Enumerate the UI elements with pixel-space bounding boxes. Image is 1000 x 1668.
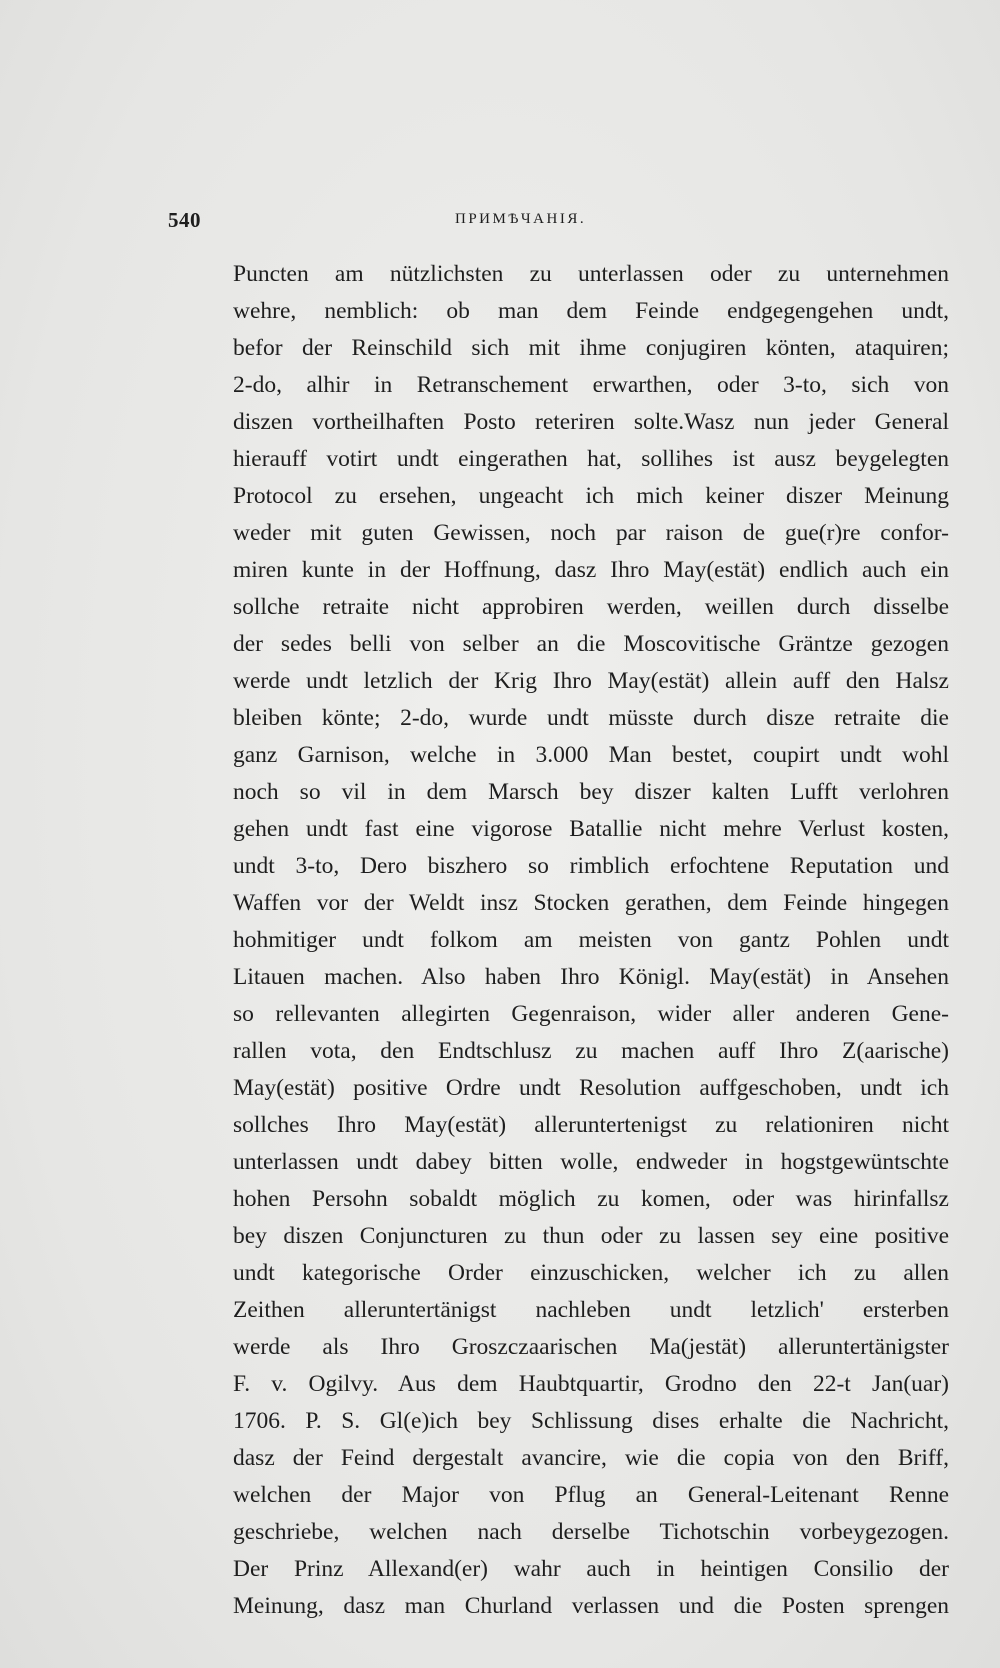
text-line: rallen vota, den Endtschlusz zu machen auff Ihro Z(aarische) [233, 1038, 949, 1064]
text-line: 2-do, alhir in Retranschement erwarthen, oder 3-to, sich von [233, 372, 949, 398]
text-line: Der Prinz Allexand(er) wahr auch in heintigen Consilio der [233, 1556, 949, 1582]
text-line: sollches Ihro May(estät) alleruntertenigst zu relationiren nicht [233, 1112, 949, 1138]
text-line: bey diszen Conjuncturen zu thun oder zu lassen sey eine positive [233, 1223, 949, 1249]
body-text [233, 256, 949, 1625]
text-line: undt kategorische Order einzuschicken, welcher ich zu allen [233, 1260, 949, 1286]
text-line: May(estät) positive Ordre undt Resolution auffgeschoben, undt ich [233, 1075, 949, 1101]
text-line: gehen undt fast eine vigorose Batallie nicht mehre Verlust kosten, [233, 816, 949, 842]
text-line: sollche retraite nicht approbiren werden, weillen durch disselbe [233, 594, 949, 620]
text-line: Puncten am nützlichsten zu unterlassen oder zu unternehmen [233, 261, 949, 287]
text-line: Waffen vor der Weldt insz Stocken gerathen, dem Feinde hingegen [233, 890, 949, 916]
text-line: Meinung, dasz man Churland verlassen und die Posten sprengen [233, 1593, 949, 1619]
text-line: hohen Persohn sobaldt möglich zu komen, oder was hirinfallsz [233, 1186, 949, 1212]
text-line: hohmitiger undt folkom am meisten von gantz Pohlen undt [233, 927, 949, 953]
text-line: bleiben könte; 2-do, wurde undt müsste durch disze retraite die [233, 705, 949, 731]
text-line: Litauen machen. Also haben Ihro Königl. May(estät) in Ansehen [233, 964, 949, 990]
text-line: der sedes belli von selber an die Moscovitische Gräntze gezogen [233, 631, 949, 657]
running-title: ПРИМѢЧАНІЯ. [455, 211, 587, 227]
text-line: welchen der Major von Pflug an General-Leitenant Renne [233, 1482, 949, 1508]
text-line: so rellevanten allegirten Gegenraison, wider aller anderen Gene- [233, 1001, 949, 1027]
text-line: befor der Reinschild sich mit ihme conjugiren könten, ataquiren; [233, 335, 949, 361]
text-line: dasz der Feind dergestalt avancire, wie die copia von den Briff, [233, 1445, 949, 1471]
page-number: 540 [168, 208, 201, 232]
text-line: geschriebe, welchen nach derselbe Tichotschin vorbeygezogen. [233, 1519, 949, 1545]
text-line: werde undt letzlich der Krig Ihro May(estät) allein auff den Halsz [233, 668, 949, 694]
text-line: werde als Ihro Groszczaarischen Ma(jestät) alleruntertänigster [233, 1334, 949, 1360]
text-line: ganz Garnison, welche in 3.000 Man bestet, coupirt undt wohl [233, 742, 949, 768]
page-header [168, 208, 968, 238]
text-line: Protocol zu ersehen, ungeacht ich mich keiner diszer Meinung [233, 483, 949, 509]
text-line: weder mit guten Gewissen, noch par raison de gue(r)re confor- [233, 520, 949, 546]
text-line: diszen vortheilhaften Posto reteriren solte.Wasz nun jeder General [233, 409, 949, 435]
text-line: undt 3-to, Dero biszhero so rimblich erfochtene Reputation und [233, 853, 949, 879]
text-line: hierauff votirt undt eingerathen hat, sollihes ist ausz beygelegten [233, 446, 949, 472]
text-line: F. v. Ogilvy. Aus dem Haubtquartir, Grodno den 22-t Jan(uar) [233, 1371, 949, 1397]
text-line: unterlassen undt dabey bitten wolle, endweder in hogstgewüntschte [233, 1149, 949, 1175]
text-line: noch so vil in dem Marsch bey diszer kalten Lufft verlohren [233, 779, 949, 805]
text-line: 1706. P. S. Gl(e)ich bey Schlissung dises erhalte die Nachricht, [233, 1408, 949, 1434]
text-line: wehre, nemblich: ob man dem Feinde endgegengehen undt, [233, 298, 949, 324]
text-line: Zeithen alleruntertänigst nachleben undt letzlich' ersterben [233, 1297, 949, 1323]
text-line: miren kunte in der Hoffnung, dasz Ihro May(estät) endlich auch ein [233, 557, 949, 583]
